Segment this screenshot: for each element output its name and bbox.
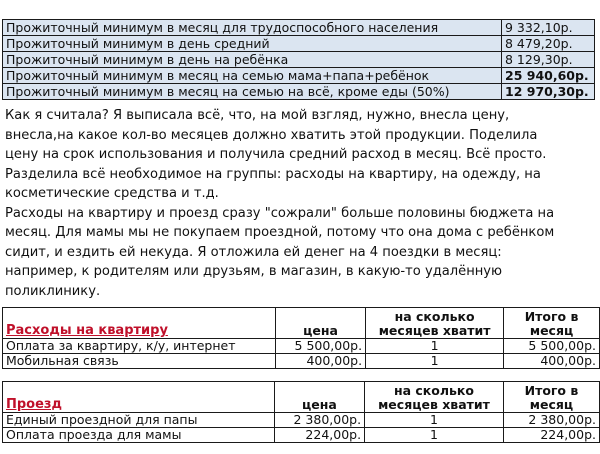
summary-row bbox=[3, 68, 595, 84]
total-header: Итого в месяц bbox=[503, 382, 599, 413]
summary-row bbox=[3, 52, 595, 68]
summary-value: 9 332,10р. bbox=[502, 20, 595, 36]
summary-value: 8 129,30р. bbox=[502, 52, 595, 68]
housing-expenses-table bbox=[2, 307, 600, 369]
transport-expenses-table bbox=[2, 381, 600, 443]
months-header: на сколько месяцев хватит bbox=[366, 308, 504, 339]
expense-price: 224,00р. bbox=[274, 428, 364, 443]
paragraph: Расходы на квартиру и проезд сразу "сожрали" больше половины бюджета на месяц. Для мамы мы не покупаем проездной, потому что она дома с ребёнком сидит, и ездить ей некуда. Я отложила ей денег на 4 поездки в месяц: например, к родителям или друзьям, в магазин, в какую-то удалённую поликлинику. bbox=[5, 205, 555, 299]
summary-value: 8 479,20р. bbox=[502, 36, 595, 52]
total-header: Итого в месяц bbox=[504, 308, 600, 339]
summary-label: Прожиточный минимум в день средний bbox=[3, 36, 502, 52]
table-row bbox=[3, 354, 600, 369]
summary-value: 25 940,60р. bbox=[502, 68, 595, 84]
expense-months: 1 bbox=[365, 428, 504, 443]
paragraph: Как я считала? Я выписала всё, что, на мой взгляд, нужно, внесла цену, внесла,на какое кол-во месяцев должно хватить этой продукции. Поделила цену на срок использования и получила средний расход в месяц. Всё просто. bbox=[5, 108, 547, 162]
expense-months: 1 bbox=[366, 339, 504, 354]
expense-months: 1 bbox=[366, 354, 504, 369]
summary-row bbox=[3, 84, 595, 100]
summary-label: Прожиточный минимум в месяц на семью мама+папа+ребёнок bbox=[3, 68, 502, 84]
expense-total: 5 500,00р. bbox=[504, 339, 600, 354]
table-row bbox=[3, 428, 600, 443]
expense-total: 400,00р. bbox=[504, 354, 600, 369]
summary-row bbox=[3, 20, 595, 36]
table-header-row bbox=[3, 308, 600, 339]
expense-name: Мобильная связь bbox=[3, 354, 276, 369]
summary-row bbox=[3, 36, 595, 52]
expense-price: 2 380,00р. bbox=[274, 413, 364, 428]
price-header: цена bbox=[274, 382, 364, 413]
expense-price: 400,00р. bbox=[275, 354, 365, 369]
price-header: цена bbox=[275, 308, 365, 339]
expense-name: Единый проездной для папы bbox=[3, 413, 275, 428]
expense-total: 2 380,00р. bbox=[503, 413, 599, 428]
summary-label: Прожиточный минимум в месяц на семью на всё, кроме еды (50%) bbox=[3, 84, 502, 100]
expense-months: 1 bbox=[365, 413, 504, 428]
paragraph: Разделила всё необходимое на группы: расходы на квартиру, на одежду, на косметические средства и т.д. bbox=[5, 166, 541, 201]
table-header-row bbox=[3, 382, 600, 413]
summary-value: 12 970,30р. bbox=[502, 84, 595, 100]
table-row bbox=[3, 339, 600, 354]
explanation-text bbox=[5, 106, 593, 301]
expense-price: 5 500,00р. bbox=[275, 339, 365, 354]
expense-total: 224,00р. bbox=[503, 428, 599, 443]
months-header: на сколько месяцев хватит bbox=[365, 382, 504, 413]
summary-label: Прожиточный минимум в месяц для трудоспособного населения bbox=[3, 20, 502, 36]
summary-label: Прожиточный минимум в день на ребёнка bbox=[3, 52, 502, 68]
subsistence-summary-table bbox=[2, 19, 595, 100]
section-title: Проезд bbox=[3, 382, 275, 413]
expense-name: Оплата проезда для мамы bbox=[3, 428, 275, 443]
expense-name: Оплата за квартиру, к/у, интернет bbox=[3, 339, 276, 354]
section-title: Расходы на квартиру bbox=[3, 308, 276, 339]
table-row bbox=[3, 413, 600, 428]
